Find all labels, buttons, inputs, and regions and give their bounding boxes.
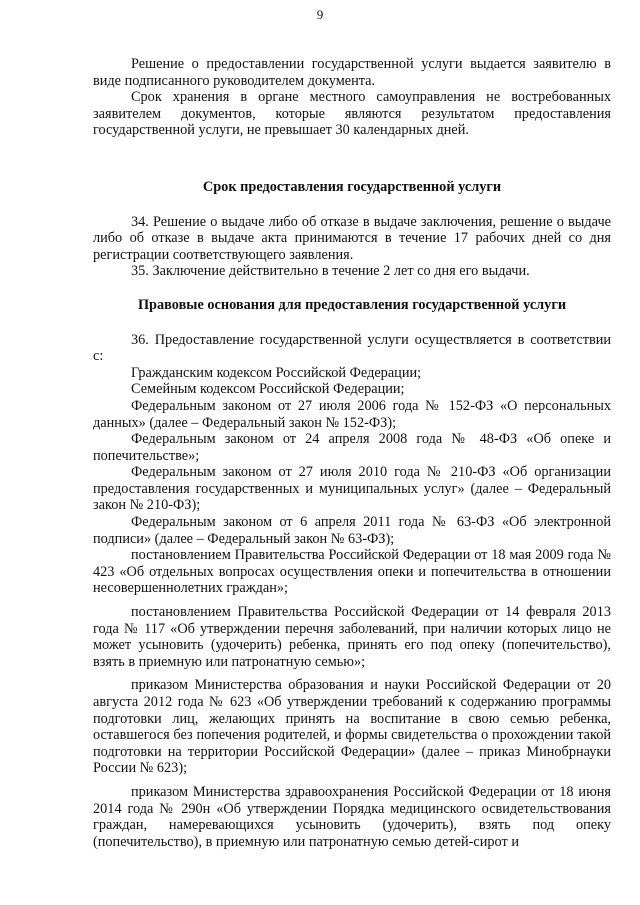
paragraph: 36. Предоставление государственной услуги осуществляется в соответствии с:: [93, 331, 611, 365]
body-text: [93, 56, 611, 850]
section-heading: Правовые основания для предоставления государственной услуги: [137, 296, 567, 313]
list-item: Федеральным законом от 24 апреля 2008 года № 48-ФЗ «Об опеке и попечительстве»;: [93, 431, 611, 464]
list-item: Федеральным законом от 27 июля 2006 года № 152-ФЗ «О персональных данных» (далее – Федеральный закон № 152-ФЗ);: [93, 397, 611, 431]
paragraph: 35. Заключение действительно в течение 2 лет со дня его выдачи.: [131, 263, 530, 280]
paragraph: Решение о предоставлении государственной услуги выдается заявителю в виде подписанного руководителем документа.: [93, 56, 611, 89]
list-item: приказом Министерства образования и науки Российской Федерации от 20 августа 2012 года № 623 «Об утверждении требований к содержанию программы подготовки лиц, желающих принять на воспитание в свою семью ребенка, оставшегося без попечения родителей, и формы свидетельства о прохождении такой подготовки на территории Российской Федерации» (далее – приказ Минобрнауки России № 623);: [93, 677, 611, 777]
page-number: 9: [316, 7, 324, 22]
list-item: Федеральным законом от 27 июля 2010 года № 210-ФЗ «Об организации предоставления государственных и муниципальных услуг» (далее – Федеральный закон № 210-ФЗ);: [93, 464, 611, 514]
list-item: приказом Министерства здравоохранения Российской Федерации от 18 июня 2014 года № 290н «Об утверждении Порядка медицинского освидетельствования граждан, намеревающихся усыновить (удочерить), взять под опеку (попечительство), в приемную или патронатную семью детей-сирот и: [93, 783, 611, 850]
section-heading: Срок предоставления государственной услуги: [202, 178, 502, 195]
paragraph: 34. Решение о выдаче либо об отказе в выдаче заключения, решение о выдаче либо об отказе в выдаче акта принимаются в течение 17 рабочих дней со дня регистрации соответствующего заявления.: [93, 213, 611, 263]
list-item: Гражданским кодексом Российской Федерации;: [131, 364, 422, 381]
list-item: Семейным кодексом Российской Федерации;: [131, 381, 405, 398]
list-item: постановлением Правительства Российской Федерации от 14 февраля 2013 года № 117 «Об утверждении перечня заболеваний, при наличии которых лицо не может усыновить (удочерить) ребенка, принять его под опеку (попечительство), взять в приемную или патронатную семью»;: [93, 604, 611, 670]
paragraph: Срок хранения в органе местного самоуправления не востребованных заявителем документов, которые являются результатом предоставления государственной услуги, не превышает 30 календарных дней.: [93, 89, 611, 139]
list-item: Федеральным законом от 6 апреля 2011 года № 63-ФЗ «Об электронной подписи» (далее – Федеральный закон № 63-ФЗ);: [93, 514, 611, 547]
list-item: постановлением Правительства Российской Федерации от 18 мая 2009 года № 423 «Об отдельных вопросах осуществления опеки и попечительства в отношении несовершеннолетних граждан»;: [93, 547, 611, 597]
